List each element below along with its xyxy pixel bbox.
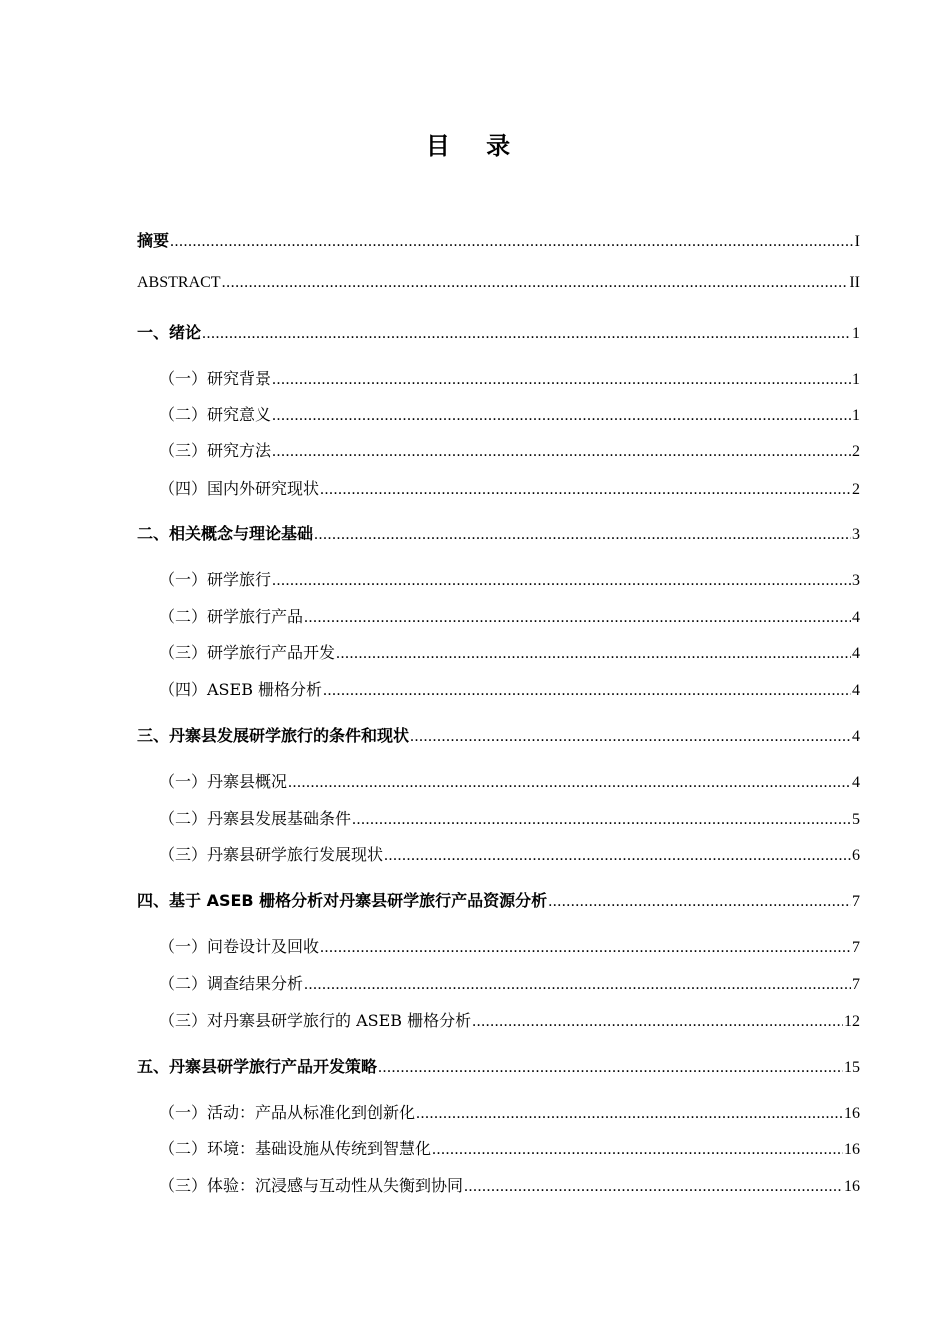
- toc-entry-page: 7: [852, 976, 860, 993]
- toc-entry-label: 四、基于 ASEB 栅格分析对丹寨县研学旅行产品资源分析: [137, 891, 548, 910]
- toc-entry-label: 三、丹寨县发展研学旅行的条件和现状: [137, 726, 410, 745]
- toc-entry-label: （三）对丹寨县研学旅行的 ASEB 栅格分析: [159, 1011, 472, 1030]
- toc-entry-page: 15: [844, 1059, 860, 1076]
- toc-entry-page: 3: [852, 572, 860, 589]
- toc-entry-chapter-2[interactable]: [137, 521, 860, 544]
- toc-entry-label: （一）丹寨县概况: [159, 772, 288, 791]
- toc-entry-page: 16: [844, 1178, 860, 1195]
- toc-entry-label: （三）研学旅行产品开发: [159, 643, 336, 662]
- toc-entry-page: 1: [852, 325, 860, 342]
- toc-entry-page: 7: [852, 893, 860, 910]
- toc-leader-dots: [378, 1059, 843, 1077]
- toc-leader-dots: [472, 1013, 843, 1031]
- toc-entry-section-2-3[interactable]: [159, 640, 860, 663]
- toc-entry-page: 4: [852, 774, 860, 791]
- toc-entry-label: 五、丹寨县研学旅行产品开发策略: [137, 1057, 378, 1076]
- toc-entry-page: 4: [852, 682, 860, 699]
- toc-entry-label: （二）调查结果分析: [159, 974, 304, 993]
- toc-entry-section-2-1[interactable]: [159, 567, 860, 590]
- toc-entry-label: （三）体验：沉浸感与互动性从失衡到协同: [159, 1176, 464, 1195]
- toc-leader-dots: [170, 233, 854, 251]
- toc-leader-dots: [416, 1105, 843, 1123]
- toc-leader-dots: [548, 893, 851, 911]
- toc-entry-page: 1: [852, 407, 860, 424]
- toc-entry-label: （三）丹寨县研学旅行发展现状: [159, 845, 384, 864]
- toc-entry-label: （一）研究背景: [159, 369, 272, 388]
- toc-entry-section-4-1[interactable]: [159, 934, 860, 957]
- toc-leader-dots: [464, 1178, 843, 1196]
- toc-leader-dots: [304, 609, 851, 627]
- toc-entry-page: 16: [844, 1141, 860, 1158]
- toc-entry-section-1-2[interactable]: [159, 402, 860, 425]
- toc-entry-page: 4: [852, 645, 860, 662]
- toc-entry-section-5-3[interactable]: [159, 1173, 860, 1196]
- toc-entry-section-2-2[interactable]: [159, 604, 860, 627]
- toc-entry-chapter-3[interactable]: [137, 723, 860, 746]
- toc-entry-label: （一）问卷设计及回收: [159, 937, 320, 956]
- toc-entry-label: 二、相关概念与理论基础: [137, 524, 314, 543]
- toc-entry-label: （二）丹寨县发展基础条件: [159, 809, 352, 828]
- toc-entry-page: 4: [852, 609, 860, 626]
- toc-entry-label: 摘要: [137, 231, 170, 250]
- toc-entry-label: （四）ASEB 栅格分析: [159, 680, 323, 699]
- toc-leader-dots: [304, 976, 851, 994]
- toc-entry-label: ABSTRACT: [137, 274, 221, 291]
- toc-leader-dots: [202, 325, 851, 343]
- toc-leader-dots: [323, 682, 851, 700]
- toc-entry-page: 3: [852, 526, 860, 543]
- toc-entry-label: （四）国内外研究现状: [159, 479, 320, 498]
- toc-entry-label: （一）活动：产品从标准化到创新化: [159, 1103, 416, 1122]
- toc-entry-section-5-1[interactable]: [159, 1100, 860, 1123]
- toc-entry-page: 6: [852, 847, 860, 864]
- toc-entry-label: （一）研学旅行: [159, 570, 272, 589]
- toc-leader-dots: [320, 939, 851, 957]
- toc-entry-section-1-1[interactable]: [159, 366, 860, 389]
- toc-entry-abstract-en[interactable]: [137, 274, 860, 292]
- toc-entry-page: 2: [852, 443, 860, 460]
- toc-entry-section-1-4[interactable]: [159, 476, 860, 499]
- toc-leader-dots: [288, 774, 851, 792]
- toc-entry-section-1-3[interactable]: [159, 438, 860, 461]
- toc-leader-dots: [222, 274, 849, 292]
- toc-leader-dots: [410, 728, 851, 746]
- toc-entry-label: （二）环境：基础设施从传统到智慧化: [159, 1139, 432, 1158]
- toc-entry-label: （二）研学旅行产品: [159, 607, 304, 626]
- page-title: 目 录: [425, 132, 525, 160]
- toc-leader-dots: [384, 847, 851, 865]
- toc-entry-section-3-2[interactable]: [159, 806, 860, 829]
- toc-entry-page: 1: [852, 371, 860, 388]
- toc-entry-page: 5: [852, 811, 860, 828]
- toc-entry-page: I: [854, 233, 860, 250]
- toc-entry-chapter-4[interactable]: [137, 888, 860, 911]
- toc-leader-dots: [272, 371, 851, 389]
- toc-entry-label: 一、绪论: [137, 323, 202, 342]
- toc-entry-page: 2: [852, 481, 860, 498]
- toc-leader-dots: [314, 526, 851, 544]
- toc-entry-page: 12: [844, 1013, 860, 1030]
- toc-entry-section-2-4[interactable]: [159, 677, 860, 700]
- toc-entry-label: （二）研究意义: [159, 405, 272, 424]
- toc-leader-dots: [272, 443, 851, 461]
- toc-entry-section-4-2[interactable]: [159, 971, 860, 994]
- toc-entry-page: II: [849, 274, 860, 291]
- toc-entry-page: 4: [852, 728, 860, 745]
- toc-entry-chapter-5[interactable]: [137, 1054, 860, 1077]
- toc-leader-dots: [272, 572, 851, 590]
- toc-entry-section-5-2[interactable]: [159, 1136, 860, 1159]
- toc-entry-section-3-1[interactable]: [159, 769, 860, 792]
- toc-entry-section-3-3[interactable]: [159, 842, 860, 865]
- toc-entry-chapter-1[interactable]: [137, 320, 860, 343]
- toc-entry-page: 16: [844, 1105, 860, 1122]
- toc-leader-dots: [320, 481, 851, 499]
- toc-leader-dots: [352, 811, 851, 829]
- toc-leader-dots: [432, 1141, 843, 1159]
- toc-leader-dots: [272, 407, 851, 425]
- toc-entry-page: 7: [852, 939, 860, 956]
- toc-entry-label: （三）研究方法: [159, 441, 272, 460]
- toc-entry-abstract-cn[interactable]: [137, 228, 860, 251]
- toc-entry-section-4-3[interactable]: [159, 1008, 860, 1031]
- toc-leader-dots: [336, 645, 851, 663]
